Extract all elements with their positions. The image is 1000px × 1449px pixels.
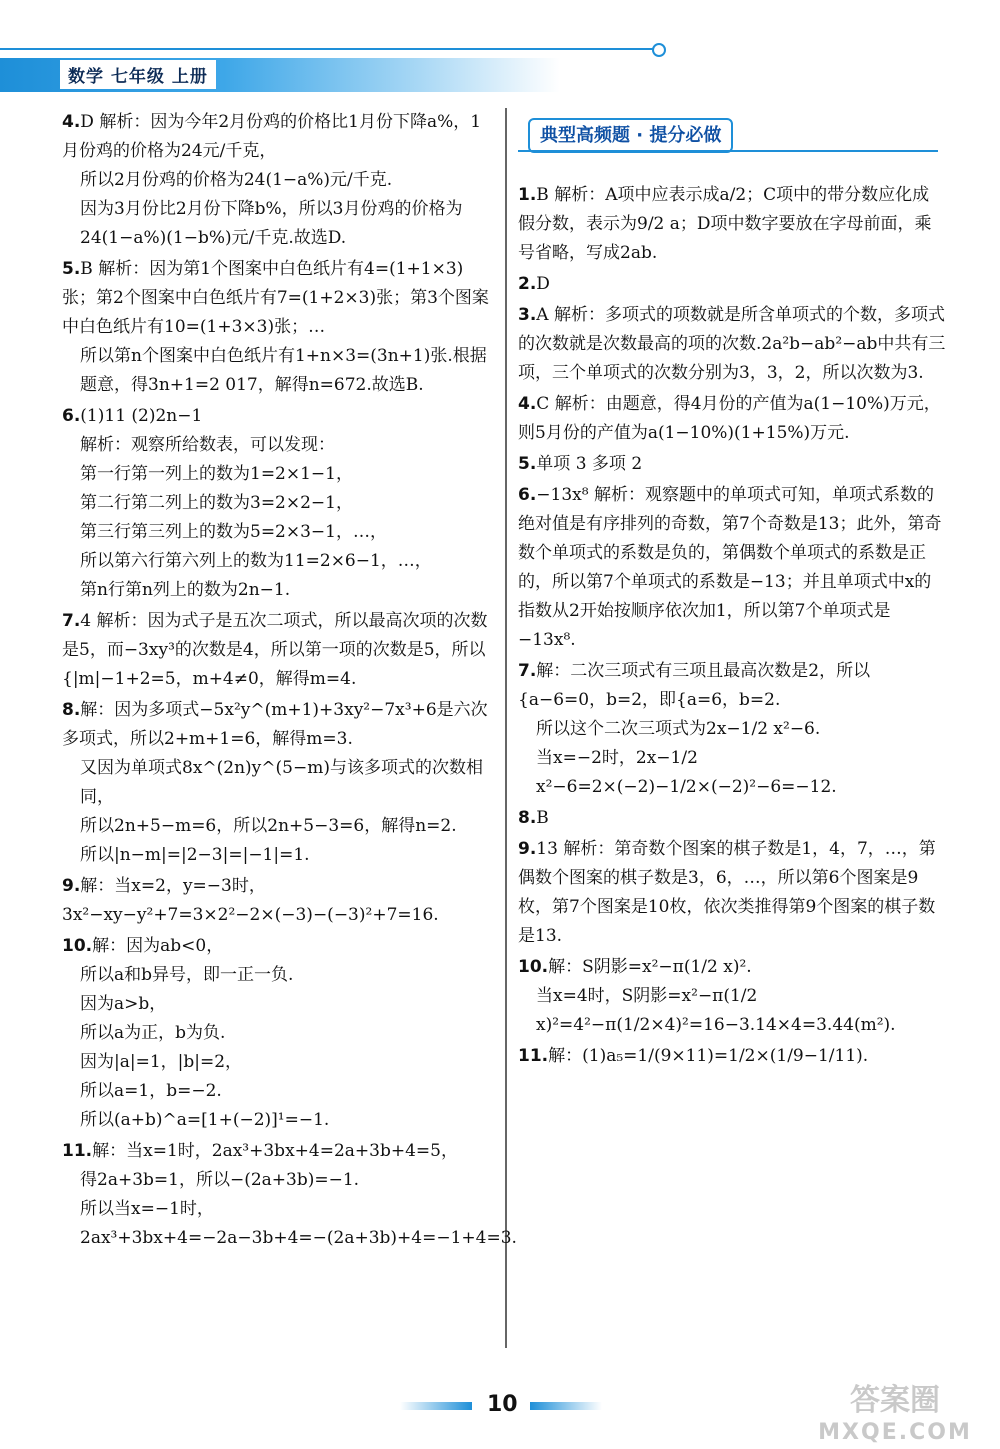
answer-item — [518, 481, 946, 655]
header-dot-icon — [652, 43, 666, 57]
question-number: 9. — [62, 876, 81, 896]
answer-item — [518, 804, 946, 833]
page-number: 10 — [487, 1392, 518, 1417]
answer-line: 当x=−2时，2x−1/2 x²−6=2×(−2)−1/2×(−2)²−6=−12. — [536, 748, 837, 797]
answer-line: 解析：观察所给数表，可以发现： — [80, 435, 335, 455]
answer-text: 解：S阴影=x²−π(1/2 x)². — [548, 957, 752, 977]
answer-line: 所以第n个图案中白色纸片有1+n×3=(3n+1)张.根据题意，得3n+1=2 017，解得n=672.故选B. — [80, 346, 487, 395]
answer-line: 所以(a+b)^a=[1+(−2)]¹=−1. — [80, 1110, 330, 1130]
answer-text: −13x⁸ 解析：观察题中的单项式可知，单项式系数的绝对值是有序排列的奇数，第7个奇数是13；此外，第奇数个单项式的系数是负的，第偶数个单项式的系数是正的，所以第7个单项式的系数是−13；并且单项式中x的指数从2开始按顺序依次加1，所以第7个单项式是−13x⁸. — [518, 485, 942, 650]
answer-item — [518, 1042, 946, 1071]
question-number: 4. — [518, 394, 537, 414]
answer-item — [62, 607, 490, 694]
right-answers — [518, 181, 946, 1071]
header-rule — [0, 48, 655, 50]
answer-line: 所以当x=−1时，2ax³+3bx+4=−2a−3b+4=−(2a+3b)+4=−1+4=3. — [80, 1199, 517, 1248]
answer-line: 所以2n+5−m=6，所以2n+5−3=6，解得n=2. — [80, 816, 457, 836]
left-column — [62, 108, 517, 1255]
question-number: 8. — [62, 700, 81, 720]
book-title: 数学 七年级 上册 — [60, 60, 216, 89]
watermark-logo — [795, 1385, 995, 1445]
answer-text: B 解析：A项中应表示成a/2；C项中的带分数应化成假分数，表示为9/2 a；D项中数字要放在字母前面，乘号省略，写成2ab. — [518, 185, 932, 263]
answer-line — [518, 835, 946, 951]
question-number: 10. — [62, 936, 93, 956]
question-number: 11. — [62, 1141, 93, 1161]
answer-text: 解：二次三项式有三项且最高次数是2，所以{a−6=0，b=2，即{a=6，b=2. — [518, 661, 871, 710]
answer-line: 得2a+3b=1，所以−(2a+3b)=−1. — [80, 1170, 360, 1190]
answer-line: 所以第六行第六列上的数为11=2×6−1，…， — [80, 551, 432, 571]
answer-text: 4 解析：因为式子是五次二项式，所以最高次项的次数是5，而−3xy³的次数是4，所以第一项的次数是5，所以{|m|−1+2=5，m+4≠0，解得m=4. — [62, 611, 488, 689]
answer-line — [518, 804, 946, 833]
answer-line — [518, 481, 946, 655]
watermark-sub: MXQE.COM — [818, 1420, 972, 1445]
question-number: 2. — [518, 274, 537, 294]
answer-text: 解：(1)a₅=1/(9×11)=1/2×(1/9−1/11). — [548, 1046, 869, 1066]
footer-right-ornament — [530, 1402, 602, 1410]
answer-item — [518, 301, 946, 388]
answer-line — [62, 696, 490, 754]
question-number: 7. — [518, 661, 537, 681]
answer-item — [518, 835, 946, 951]
answer-line: 所以这个二次三项式为2x−1/2 x²−6. — [536, 719, 821, 739]
answer-text: 解：当x=1时，2ax³+3bx+4=2a+3b+4=5， — [92, 1141, 458, 1161]
answer-line — [62, 1137, 490, 1166]
answer-item — [62, 108, 490, 253]
answer-line: 第n行第n列上的数为2n−1. — [80, 580, 291, 600]
answer-line — [518, 301, 946, 388]
answer-item — [62, 402, 490, 605]
section-rule — [518, 150, 938, 152]
answer-text: B — [536, 808, 549, 828]
footer-left-ornament — [400, 1402, 472, 1410]
answer-item — [518, 953, 946, 1040]
question-number: 9. — [518, 839, 537, 859]
question-number: 5. — [518, 454, 537, 474]
answer-line: 第二行第二列上的数为3=2×2−1， — [80, 493, 353, 513]
answer-text: 单项 3 多项 2 — [536, 454, 643, 474]
question-number: 1. — [518, 185, 537, 205]
question-number: 8. — [518, 808, 537, 828]
answer-item — [62, 696, 490, 870]
answer-item — [518, 450, 946, 479]
answer-line: 所以a为正，b为负. — [80, 1023, 226, 1043]
answer-line — [62, 402, 490, 431]
answer-item — [518, 181, 946, 268]
answer-line: 当x=4时，S阴影=x²−π(1/2 x)²=4²−π(1/2×4)²=16−3.14×4=3.44(m²). — [536, 986, 896, 1035]
question-number: 11. — [518, 1046, 549, 1066]
answer-line — [518, 390, 946, 448]
question-number: 5. — [62, 259, 81, 279]
answer-item — [62, 255, 490, 400]
column-divider — [505, 108, 507, 1348]
answer-text: C 解析：由题意，得4月份的产值为a(1−10%)万元，则5月份的产值为a(1−10%)(1+15%)万元. — [518, 394, 941, 443]
answer-line — [62, 932, 490, 961]
answer-line — [62, 872, 490, 930]
answer-line — [62, 108, 490, 166]
answer-line — [518, 953, 946, 982]
answer-text: A 解析：多项式的项数就是所含单项式的个数，多项式的次数就是次数最高的项的次数.2a²b−ab²−ab中共有三项，三个单项式的次数分别为3，3，2，所以次数为3. — [518, 305, 946, 383]
answer-text: (1)11 (2)2n−1 — [80, 406, 203, 426]
answer-text: 解：当x=2，y=−3时，3x²−xy−y²+7=3×2²−2×(−3)−(−3)²+7=16. — [62, 876, 439, 925]
answer-line: 所以2月份鸡的价格为24(1−a%)元/千克. — [80, 170, 393, 190]
answer-text: 解：因为ab<0， — [92, 936, 224, 956]
answer-item — [518, 657, 946, 802]
question-number: 6. — [62, 406, 81, 426]
answer-item — [518, 390, 946, 448]
answer-line — [518, 450, 946, 479]
answer-line — [62, 255, 490, 342]
question-number: 7. — [62, 611, 81, 631]
section-heading — [518, 118, 946, 181]
answer-item — [62, 932, 490, 1135]
section-title: 典型高频题 · 提分必做 — [528, 118, 733, 153]
answer-line — [518, 657, 946, 715]
answer-text: D 解析：因为今年2月份鸡的价格比1月份下降a%，1月份鸡的价格为24元/千克， — [62, 112, 482, 161]
answer-line: 所以a=1，b=−2. — [80, 1081, 222, 1101]
answer-line: 因为a>b， — [80, 994, 167, 1014]
answer-text: 解：因为多项式−5x²y^(m+1)+3xy²−7x³+6是六次多项式，所以2+m+1=6，解得m=3. — [62, 700, 488, 749]
answer-line: 第三行第三列上的数为5=2×3−1，…， — [80, 522, 387, 542]
answer-line — [518, 181, 946, 268]
answer-text: D — [536, 274, 550, 294]
answer-item — [62, 872, 490, 930]
page-header — [0, 38, 1000, 98]
answer-text: B 解析：因为第1个图案中白色纸片有4=(1+1×3)张；第2个图案中白色纸片有7=(1+2×3)张；第3个图案中白色纸片有10=(1+3×3)张；… — [62, 259, 489, 337]
watermark-main: 答案圈 — [850, 1383, 940, 1418]
answer-item — [62, 1137, 517, 1253]
answer-line — [518, 270, 946, 299]
answer-line: 所以a和b异号，即一正一负. — [80, 965, 294, 985]
answer-line: 所以|n−m|=|2−3|=|−1|=1. — [80, 845, 310, 865]
question-number: 3. — [518, 305, 537, 325]
answer-line: 又因为单项式8x^(2n)y^(5−m)与该多项式的次数相同， — [80, 758, 483, 807]
question-number: 10. — [518, 957, 549, 977]
question-number: 4. — [62, 112, 81, 132]
answer-line: 第一行第一列上的数为1=2×1−1， — [80, 464, 353, 484]
question-number: 6. — [518, 485, 537, 505]
right-column — [518, 118, 946, 1073]
answer-line — [62, 607, 490, 694]
answer-line: 因为|a|=1，|b|=2， — [80, 1052, 243, 1072]
answer-line — [518, 1042, 946, 1071]
answer-item — [518, 270, 946, 299]
answer-line: 因为3月份比2月份下降b%，所以3月份鸡的价格为24(1−a%)(1−b%)元/千克.故选D. — [80, 199, 463, 248]
answer-text: 13 解析：第奇数个图案的棋子数是1，4，7，…，第偶数个图案的棋子数是3，6，…，所以第6个图案是9枚，第7个图案是10枚，依次类推得第9个图案的棋子数是13. — [518, 839, 936, 946]
